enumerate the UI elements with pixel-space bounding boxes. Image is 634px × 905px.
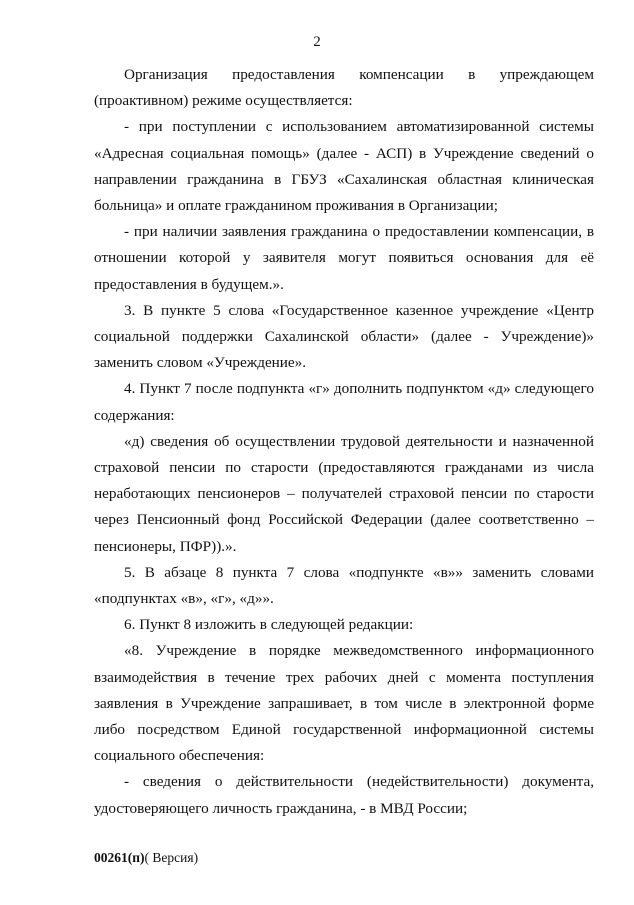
document-footer (94, 850, 198, 866)
paragraph-item-6: 6. Пункт 8 изложить в следующей редакции: (124, 616, 414, 634)
paragraph-application-future: - при наличии заявления гражданина о предоставлении компенсации, в отношении которой у заявителя могут появиться основания для её предоставления в будущем.». (94, 223, 594, 293)
paragraph-item-3: 3. В пункте 5 слова «Государственное казенное учреждение «Центр социальной поддержки Сахалинской области» (далее - Учреждение)» заменить словом «Учреждение». (94, 301, 594, 372)
document-body (94, 62, 594, 822)
paragraph-item-4: 4. Пункт 7 после подпункта «г» дополнить подпунктом «д» следующего содержания: (94, 380, 594, 424)
document-version: ( Версия) (144, 850, 199, 865)
paragraph-asp-receipt: - при поступлении с использованием автоматизированной системы «Адресная социальная помощь» (далее - АСП) в Учреждение сведений о направлении гражданина в ГБУЗ «Сахалинская областная клиническая больница» и оплате гражданином проживания в Организации; (94, 118, 594, 215)
paragraph-organization-proactive: Организация предоставления компенсации в упреждающем (проактивном) режиме осуществляется: (94, 66, 594, 110)
document-code: 00261(п) (94, 850, 145, 865)
paragraph-item-5: 5. В абзаце 8 пункта 7 слова «подпункте «в»» заменить словами «подпунктах «в», «г», «д»». (94, 563, 594, 608)
page-number: 2 (313, 34, 321, 50)
paragraph-item-8-quote: «8. Учреждение в порядке межведомственного информационного взаимодействия в течение трех рабочих дней с момента поступления заявления в Учреждение запрашивает, в том числе в электронной форме либо посредством Единой государственной информационной системы социального обеспечения: (94, 642, 594, 765)
paragraph-mvd-info: - сведения о действительности (недействительности) документа, удостоверяющего личность гражданина, - в МВД России; (94, 773, 594, 817)
paragraph-subitem-d: «д) сведения об осуществлении трудовой деятельности и назначенной страховой пенсии по старости (предоставляются гражданами из числа неработающих пенсионеров – получателей страховой пенсии по старости через Пенсионный фонд Российской Федерации (далее соответственно – пенсионеры, ПФР)).». (94, 432, 594, 555)
